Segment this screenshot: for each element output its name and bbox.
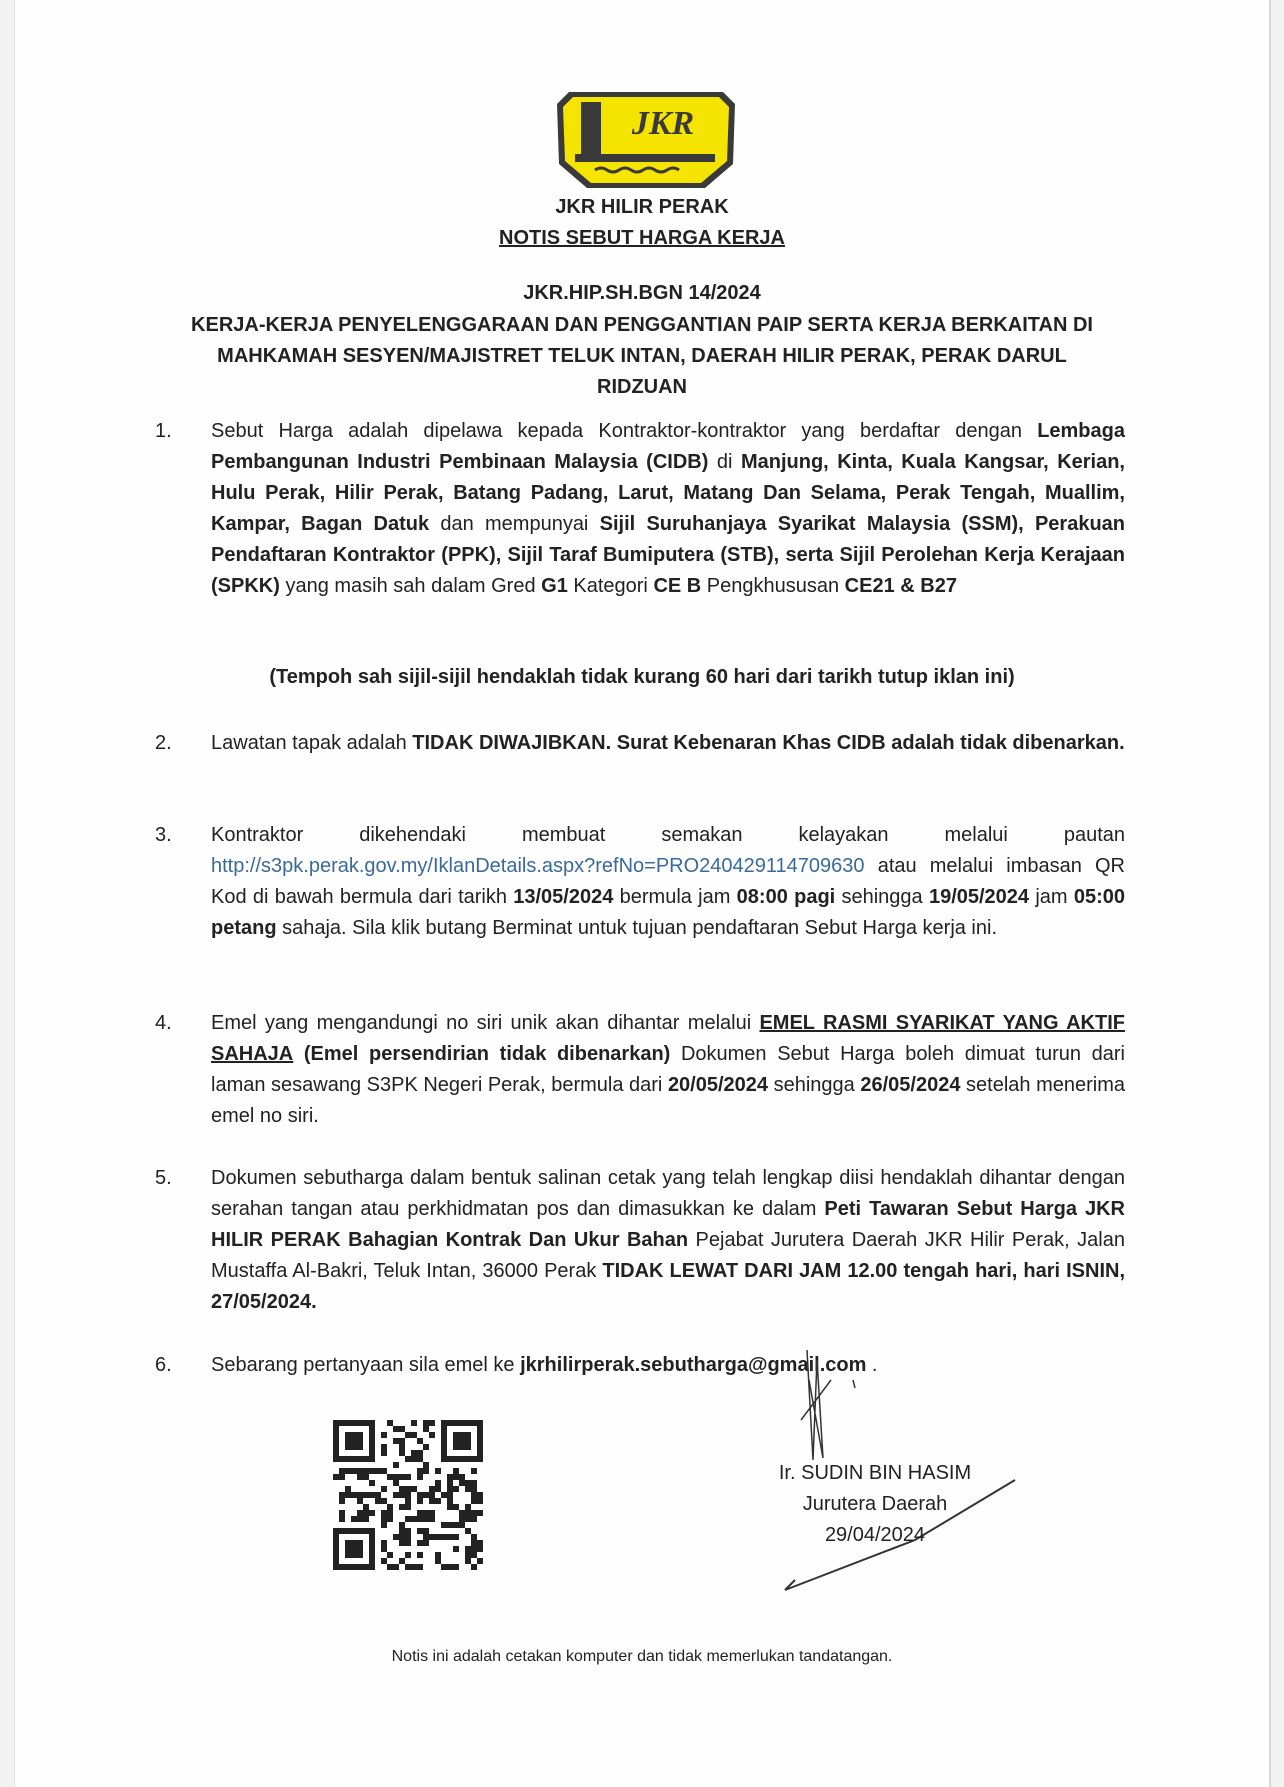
clause-body bbox=[211, 1008, 1125, 1132]
text-segment: . bbox=[866, 1354, 878, 1376]
text-segment: atau melalui imbasan QR Kod di bawah bermula dari tarikh bbox=[211, 855, 1125, 908]
text-segment: Lawatan tapak adalah bbox=[211, 732, 413, 754]
text-segment: Sebarang pertanyaan sila emel ke bbox=[211, 1354, 521, 1376]
text-segment: Dokumen sebutharga dalam bentuk salinan cetak yang telah lengkap diisi hendaklah dihantar dengan serahan tangan atau perkhidmatan pos dan dimasukkan ke dalam bbox=[211, 1167, 1125, 1220]
bold-text: (Emel persendirian tidak dibenarkan) bbox=[303, 1043, 671, 1065]
signatory-position: Jurutera Daerah bbox=[802, 1493, 948, 1515]
document-page bbox=[14, 0, 1271, 1787]
text-segment: Emel yang mengandungi no siri unik akan dihantar melalui bbox=[211, 1012, 760, 1034]
text-segment: sahaja. Sila klik butang Berminat untuk tujuan pendaftaran Sebut Harga kerja ini. bbox=[276, 917, 998, 939]
clause-body bbox=[211, 728, 1125, 759]
text-segment: yang masih sah dalam Gred bbox=[279, 575, 542, 597]
validity-note: (Tempoh sah sijil-sijil hendaklah tidak kurang 60 hari dari tarikh tutup iklan ini) bbox=[269, 666, 1015, 688]
text-segment: Pengkhususan bbox=[701, 575, 845, 597]
text-segment: Kategori bbox=[567, 575, 654, 597]
subject-line: RIDZUAN bbox=[597, 376, 687, 398]
bold-text: Sijil Suruhanjaya Syarikat Malaysia (SSM), Perakuan Pendaftaran Kontraktor (PPK), Sijil Taraf Bumiputera (STB), serta Sijil Perolehan Kerja Kerajaan (SPKK) bbox=[211, 513, 1125, 597]
bold-text: 05:00 petang bbox=[211, 886, 1125, 939]
clause-number: 2. bbox=[155, 732, 172, 754]
bold-text: EMEL RASMI SYARIKAT YANG AKTIF SAHAJA bbox=[211, 1012, 1125, 1065]
clause-number: 4. bbox=[155, 1012, 172, 1034]
bold-text: TIDAK LEWAT DARI JAM 12.00 tengah hari, hari ISNIN, 27/05/2024. bbox=[211, 1260, 1126, 1313]
subject-line: KERJA-KERJA PENYELENGGARAAN DAN PENGGANTIAN PAIP SERTA KERJA BERKAITAN DI bbox=[191, 314, 1093, 336]
jkr-logo-icon bbox=[555, 88, 737, 192]
clause-number: 6. bbox=[155, 1354, 172, 1376]
notice-title: NOTIS SEBUT HARGA KERJA bbox=[499, 227, 785, 249]
organization-name: JKR HILIR PERAK bbox=[555, 196, 729, 218]
text-segment: di bbox=[708, 451, 741, 473]
bold-text: Lembaga Pembangunan Industri Pembinaan Malaysia (CIDB) bbox=[211, 420, 1125, 473]
bold-text: jkrhilirperak.sebutharga@gmail.com bbox=[520, 1354, 867, 1376]
bold-text: TIDAK DIWAJIBKAN. Surat Kebenaran Khas CIDB adalah tidak dibenarkan. bbox=[412, 732, 1125, 754]
text-segment: dan mempunyai bbox=[429, 513, 600, 535]
logo-text: JKR bbox=[631, 105, 695, 142]
subject-line: MAHKAMAH SESYEN/MAJISTRET TELUK INTAN, DAERAH HILIR PERAK, PERAK DARUL bbox=[217, 345, 1067, 367]
clause-number: 3. bbox=[155, 824, 172, 846]
reference-number: JKR.HIP.SH.BGN 14/2024 bbox=[523, 282, 761, 304]
text-segment: sehingga bbox=[768, 1074, 861, 1096]
bold-text: 13/05/2024 bbox=[513, 886, 614, 908]
bold-text: 08:00 pagi bbox=[736, 886, 836, 908]
eligibility-link[interactable]: http://s3pk.perak.gov.my/IklanDetails.aspx?refNo=PRO240429114709630 bbox=[211, 855, 865, 877]
text-segment: jam bbox=[1029, 886, 1074, 908]
bold-text: Peti Tawaran Sebut Harga JKR HILIR PERAK Bahagian Kontrak Dan Ukur Bahan bbox=[211, 1198, 1125, 1251]
bold-text: Manjung, Kinta, Kuala Kangsar, Kerian, Hulu Perak, Hilir Perak, Batang Padang, Larut, Matang Dan Selama, Perak Tengah, Muallim, Kampar, Bagan Datuk bbox=[211, 451, 1125, 535]
bold-text: 20/05/2024 bbox=[667, 1074, 769, 1096]
bold-text: 26/05/2024 bbox=[860, 1074, 961, 1096]
bold-text: CE21 & B27 bbox=[844, 575, 957, 597]
signatory-name: Ir. SUDIN BIN HASIM bbox=[778, 1462, 972, 1484]
text-segment: Sebut Harga adalah dipelawa kepada Kontraktor-kontraktor yang berdaftar dengan bbox=[211, 420, 1038, 442]
clause-body bbox=[211, 1350, 1125, 1381]
footer-note: Notis ini adalah cetakan komputer dan tidak memerlukan tandatangan. bbox=[391, 1648, 893, 1665]
bold-text: G1 bbox=[541, 575, 568, 597]
clause-body bbox=[211, 820, 1125, 944]
clause-number: 1. bbox=[155, 420, 172, 442]
qr-code-icon[interactable] bbox=[333, 1420, 483, 1570]
subject bbox=[15, 310, 1269, 403]
bold-text: CE B bbox=[653, 575, 702, 597]
bold-text: 19/05/2024 bbox=[928, 886, 1030, 908]
clause-body bbox=[211, 1163, 1125, 1318]
clause-number: 5. bbox=[155, 1167, 172, 1189]
text-segment: setelah menerima emel no siri. bbox=[211, 1074, 1125, 1127]
signature-date: 29/04/2024 bbox=[824, 1524, 926, 1546]
text-segment bbox=[293, 1043, 304, 1065]
clause-body bbox=[211, 416, 1125, 602]
text-segment: Kontraktor dikehendaki membuat semakan kelayakan melalui pautan bbox=[211, 824, 1125, 846]
text-segment: sehingga bbox=[835, 886, 929, 908]
signature-block bbox=[755, 1458, 995, 1551]
text-segment: bermula jam bbox=[613, 886, 737, 908]
text-segment: Pejabat Jurutera Daerah JKR Hilir Perak, Jalan Mustaffa Al-Bakri, Teluk Intan, 36000 Perak bbox=[211, 1229, 1125, 1282]
text-segment: Dokumen Sebut Harga boleh dimuat turun dari laman sesawang S3PK Negeri Perak, bermula dari bbox=[211, 1043, 1125, 1096]
